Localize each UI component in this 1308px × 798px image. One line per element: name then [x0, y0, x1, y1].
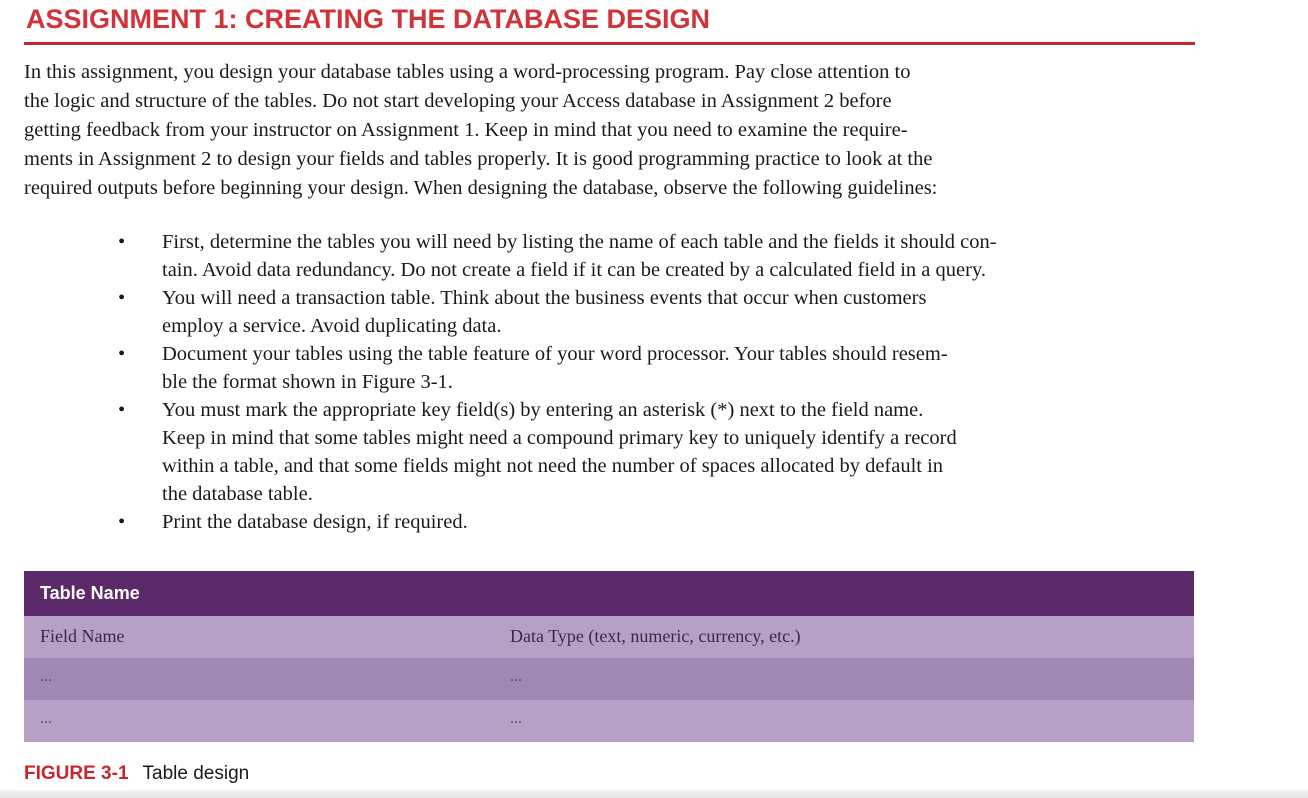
- guideline-line: First, determine the tables you will need by listing the name of each table and the fields it should con-: [162, 231, 997, 253]
- data-type-cell: ...: [510, 710, 522, 727]
- bullet-icon: •: [118, 511, 126, 533]
- data-type-cell: Data Type (text, numeric, currency, etc.): [510, 626, 801, 646]
- guideline-item: [0, 284, 1220, 340]
- field-name-cell: ...: [40, 710, 52, 727]
- bullet-icon: •: [118, 231, 126, 253]
- intro-line: required outputs before beginning your design. When designing the database, observe the following guidelines:: [24, 177, 938, 199]
- guideline-line: Print the database design, if required.: [162, 511, 468, 533]
- guideline-line: within a table, and that some fields might not need the number of spaces allocated by default in: [162, 455, 944, 477]
- figure-caption: [24, 763, 249, 785]
- guideline-item: [0, 228, 1220, 284]
- data-type-cell: ...: [510, 668, 522, 685]
- intro-paragraph: [24, 58, 1204, 203]
- figure-title: Table design: [142, 763, 250, 784]
- table-row: [24, 700, 1194, 742]
- guideline-line: ble the format shown in Figure 3-1.: [162, 371, 453, 393]
- guideline-line: tain. Avoid data redundancy. Do not create a field if it can be created by a calculated field in a query.: [162, 259, 986, 281]
- guideline-line: You will need a transaction table. Think about the business events that occur when customers: [162, 287, 927, 309]
- intro-line: ments in Assignment 2 to design your fields and tables properly. It is good programming practice to look at the: [24, 148, 933, 170]
- assignment-heading: ASSIGNMENT 1: CREATING THE DATABASE DESIGN: [26, 4, 711, 34]
- guideline-line: employ a service. Avoid duplicating data.: [162, 315, 502, 337]
- field-name-cell: ...: [40, 668, 52, 685]
- table-row: [24, 616, 1194, 658]
- guideline-line: You must mark the appropriate key field(s) by entering an asterisk (*) next to the field name.: [162, 399, 924, 421]
- guideline-line: Document your tables using the table feature of your word processor. Your tables should resem-: [162, 343, 948, 365]
- intro-line: In this assignment, you design your database tables using a word-processing program. Pay close attention to: [24, 61, 911, 83]
- table-row: [24, 658, 1194, 700]
- table-name-header: Table Name: [40, 583, 140, 603]
- page-bottom-edge: [0, 790, 1308, 798]
- bullet-icon: •: [118, 287, 126, 309]
- guideline-item: [0, 508, 1220, 536]
- field-name-cell: Field Name: [40, 626, 125, 646]
- figure-label: FIGURE 3-1: [24, 763, 129, 784]
- guideline-line: Keep in mind that some tables might need a compound primary key to uniquely identify a record: [162, 427, 957, 449]
- table-header-row: [24, 571, 1194, 616]
- bullet-icon: •: [118, 343, 126, 365]
- table-design-figure: [24, 571, 1194, 742]
- intro-line: getting feedback from your instructor on Assignment 1. Keep in mind that you need to examine the require-: [24, 119, 908, 141]
- heading-rule: [24, 42, 1195, 45]
- guidelines-list: [0, 228, 1220, 536]
- intro-line: the logic and structure of the tables. Do not start developing your Access database in Assignment 2 before: [24, 90, 892, 112]
- guideline-item: [0, 340, 1220, 396]
- guideline-item: [0, 396, 1220, 508]
- bullet-icon: •: [118, 399, 126, 421]
- guideline-line: the database table.: [162, 483, 313, 505]
